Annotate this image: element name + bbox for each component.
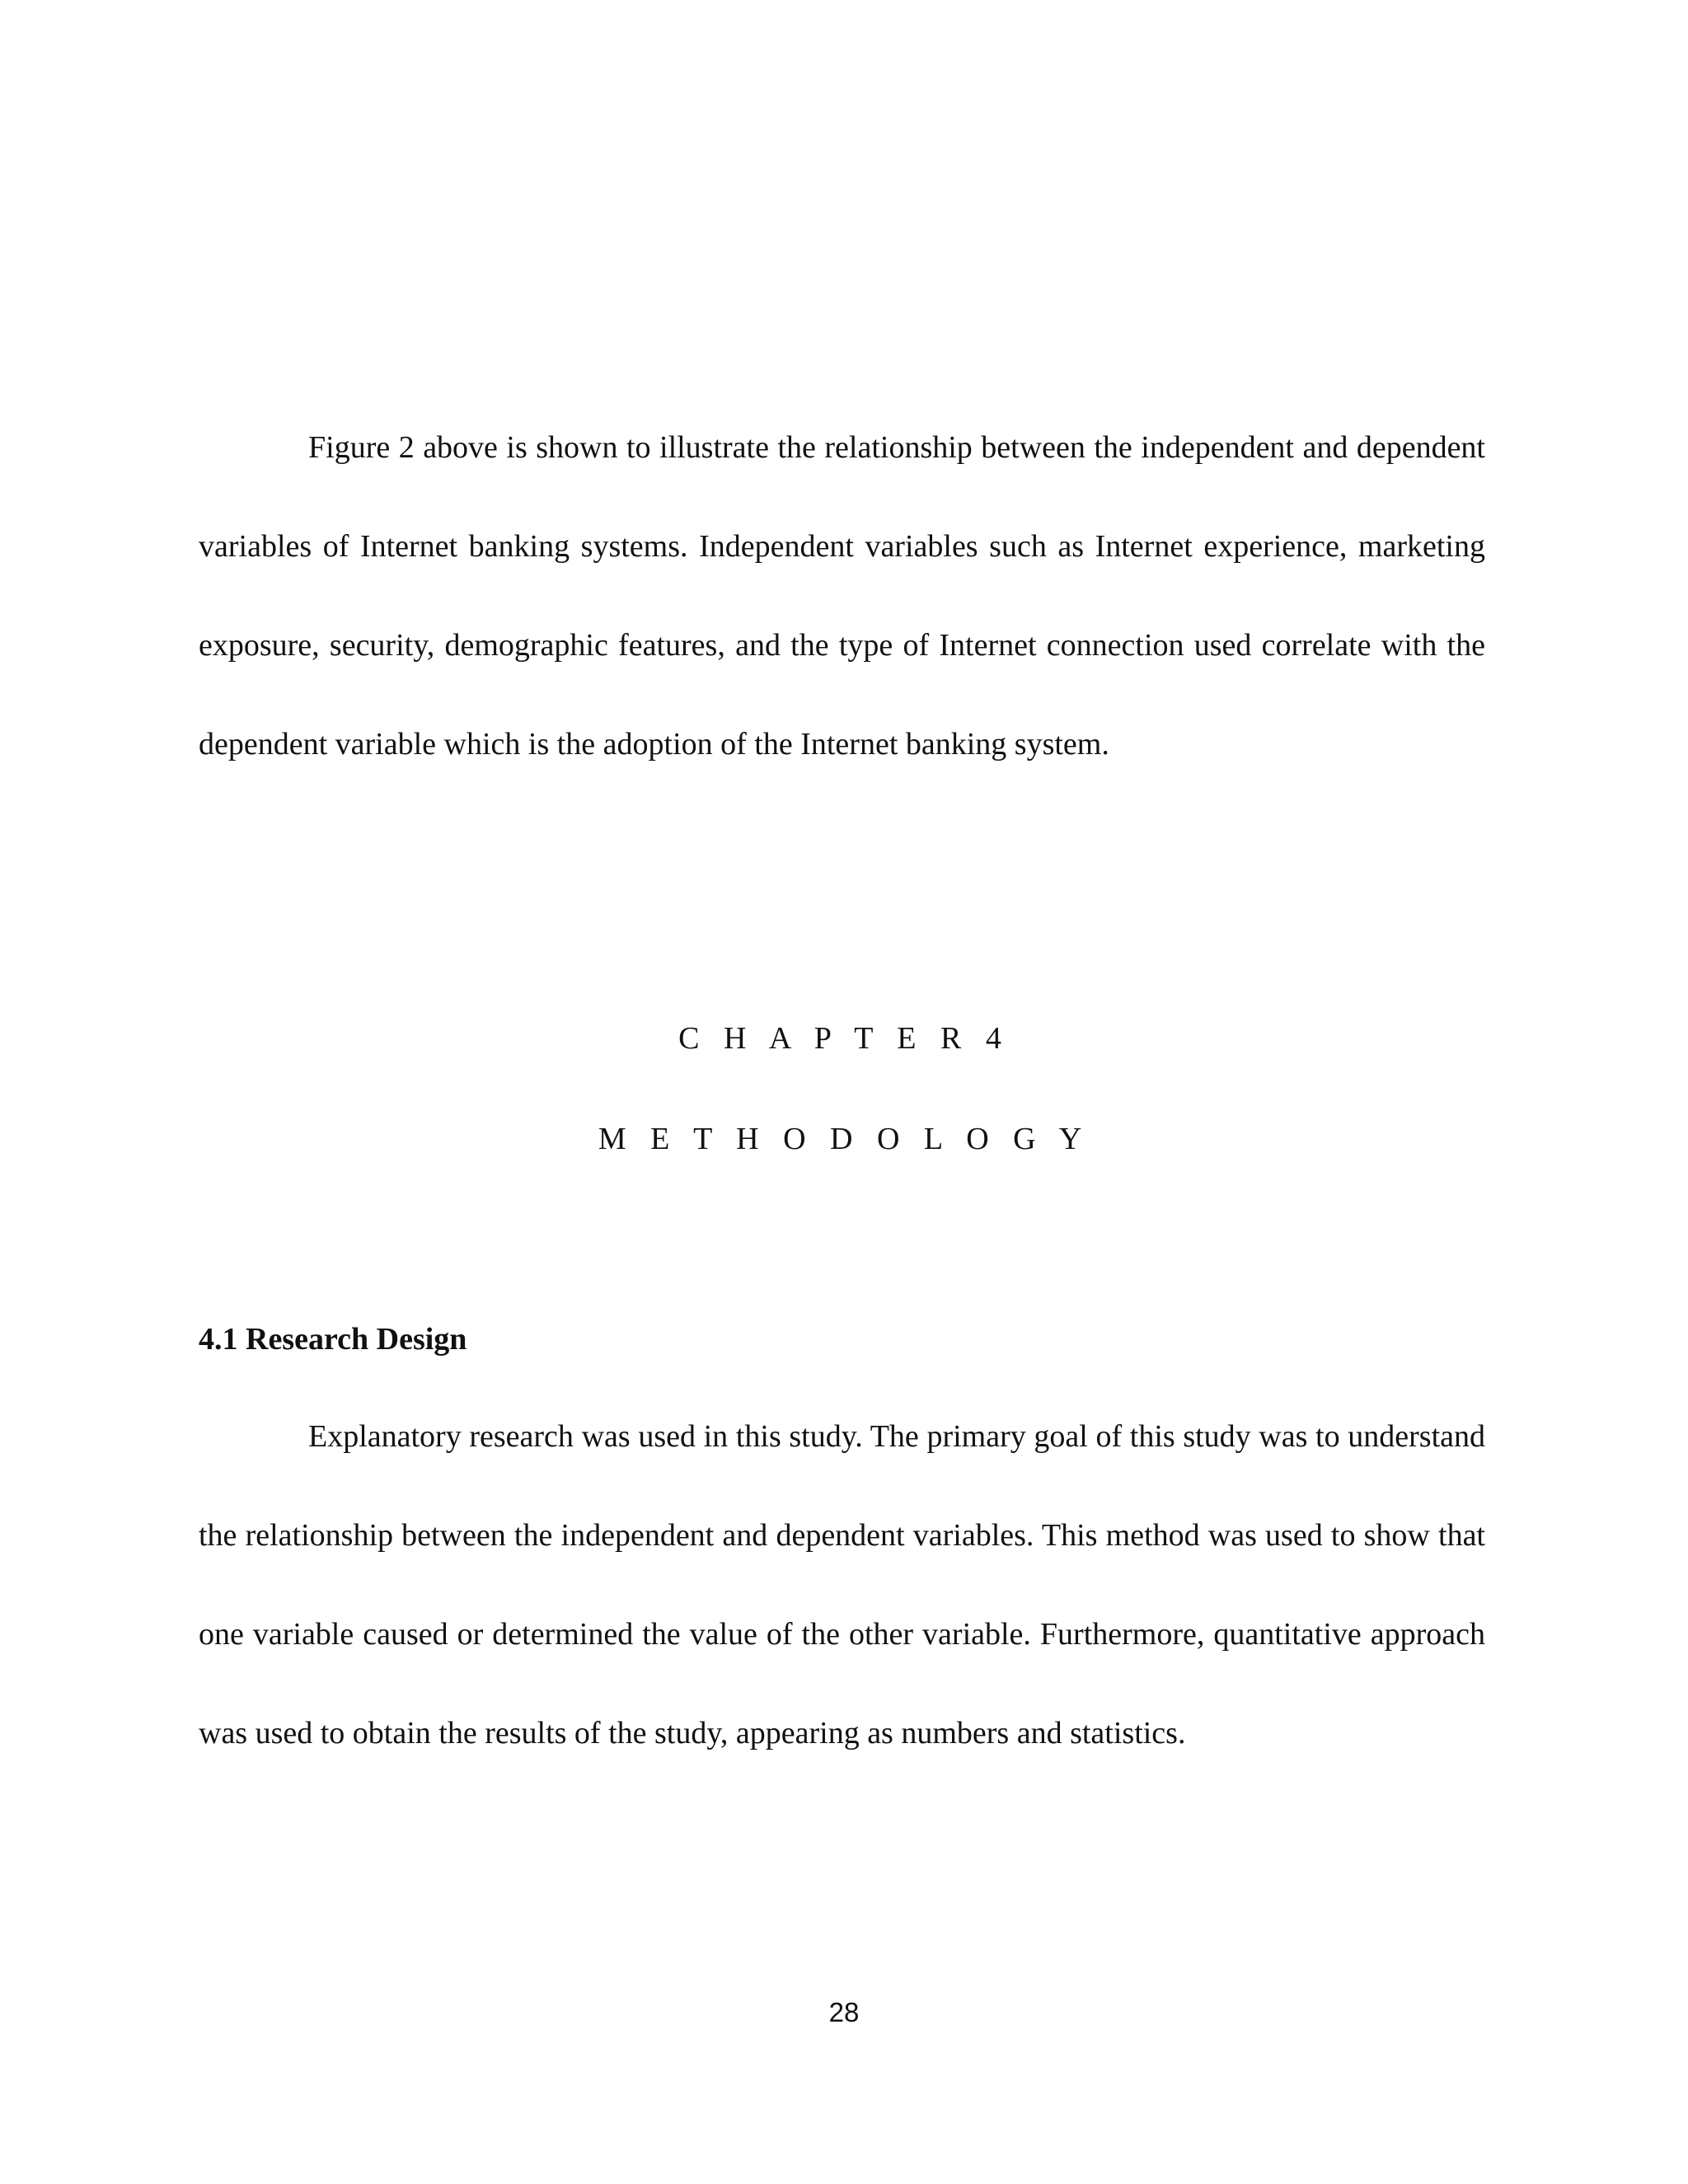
chapter-label: C H A P T E R 4	[678, 1021, 1010, 1056]
intro-paragraph: Figure 2 above is shown to illustrate the relationship between the independent and dependent variables of Internet banking systems. Independent variables such as Internet experience, marketing exposure, security, demographic features, and the type of Internet connection used correlate with the dependent variable which is the adoption of the Internet banking system.	[199, 430, 1485, 762]
research-design-paragraph: Explanatory research was used in this study. The primary goal of this study was to understand the relationship between the independent and dependent variables. This method was used to show that one variable caused or determined the value of the other variable. Furthermore, quantitative approach was used to obtain the results of the study, appearing as numbers and statistics.	[199, 1419, 1485, 1750]
chapter-title: M E T H O D O L O G Y	[598, 1122, 1090, 1156]
section-heading: 4.1 Research Design	[199, 1322, 467, 1357]
page-number: 28	[828, 1997, 860, 2027]
